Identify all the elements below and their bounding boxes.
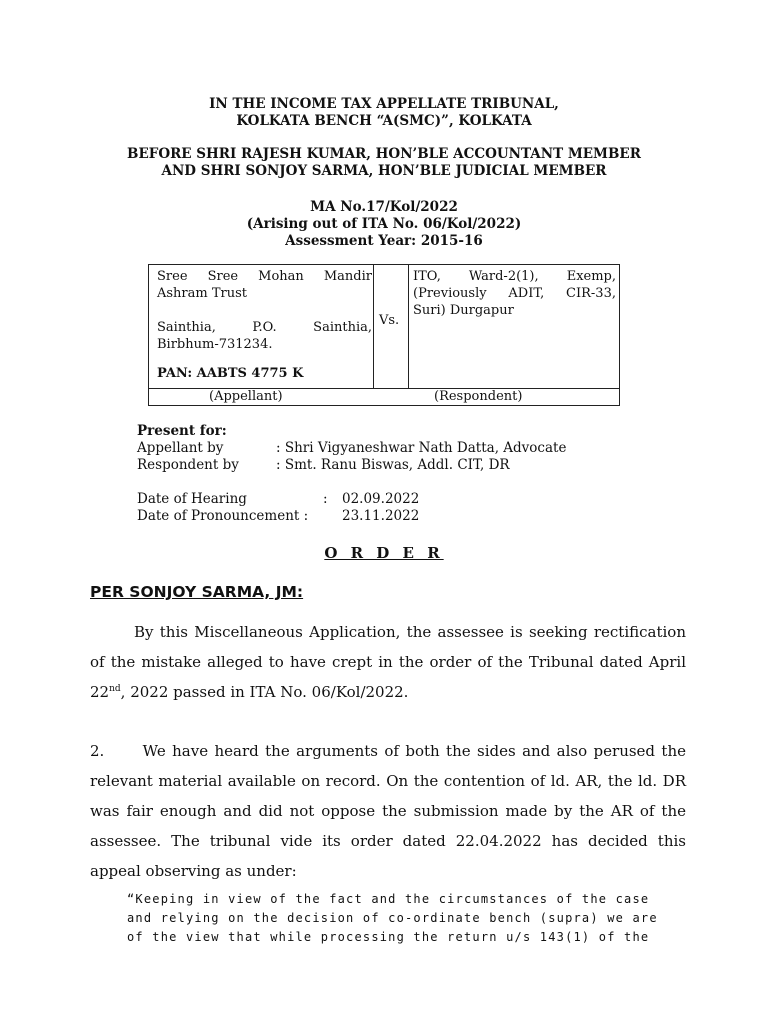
per-member: PER SONJOY SARMA, JM:	[90, 583, 304, 601]
header-line-2: KOLKATA BENCH “A(SMC)”, KOLKATA	[236, 113, 532, 129]
paragraph-2-line-3: was fair enough and did not oppose the submission made by the AR of the	[90, 802, 686, 820]
paragraph-2-line-4: assessee. The tribunal vide its order dated 22.04.2022 has decided this	[90, 832, 686, 850]
assessment-year: Assessment Year: 2015-16	[285, 233, 483, 249]
quoted-order	[127, 890, 658, 947]
paragraph-2-line-2: relevant material available on record. On the contention of ld. AR, the ld. DR	[90, 772, 686, 790]
paragraph-1	[90, 617, 686, 707]
bench-members	[0, 146, 768, 180]
paragraph-2	[90, 736, 686, 886]
arising-out-of: (Arising out of ITA No. 06/Kol/2022)	[246, 216, 522, 232]
tribunal-header	[0, 96, 768, 130]
appellant-cell	[157, 268, 372, 382]
header-line-3: BEFORE SHRI RAJESH KUMAR, HON’BLE ACCOUNTANT MEMBER	[127, 146, 641, 162]
respondent-line-1: ITO, Ward-2(1), Exemp,	[413, 269, 616, 284]
quote-line-2: and relying on the decision of co-ordinate bench (supra) we are	[127, 911, 658, 925]
hearing-date-sep: :	[323, 491, 328, 507]
party-labels-row	[149, 388, 619, 405]
respondent-line-3: Suri) Durgapur	[413, 303, 514, 318]
appellant-address-2: Birbhum-731234.	[157, 337, 273, 352]
appellant-name-1: Sree Sree Mohan Mandir	[157, 269, 372, 284]
present-for-section	[137, 423, 227, 440]
respondent-by-key: Respondent by	[137, 457, 239, 473]
appellant-by-value: : Shri Vigyaneshwar Nath Datta, Advocate	[276, 440, 567, 456]
appellant-address-1: Sainthia, P.O. Sainthia,	[157, 320, 372, 335]
pronouncement-date-key: Date of Pronouncement :	[137, 508, 309, 524]
appellant-label: (Appellant)	[209, 389, 283, 404]
order-title: O R D E R	[324, 544, 444, 562]
paragraph-1-line-2: of the mistake alleged to have crept in the order of the Tribunal dated April	[90, 653, 686, 671]
paragraph-2-line-5: appeal observing as under:	[90, 862, 297, 880]
case-number: MA No.17/Kol/2022	[310, 199, 458, 215]
paragraph-1-line-3-rest: , 2022 passed in ITA No. 06/Kol/2022.	[120, 683, 409, 701]
header-line-4: AND SHRI SONJOY SARMA, HON’BLE JUDICIAL MEMBER	[161, 163, 607, 179]
paragraph-1-line-1: By this Miscellaneous Application, the assessee is seeking rectification	[134, 623, 686, 641]
parties-table	[148, 264, 620, 406]
pronouncement-date-value: 23.11.2022	[342, 508, 420, 524]
header-line-1: IN THE INCOME TAX APPELLATE TRIBUNAL,	[209, 96, 559, 112]
date-suffix: nd	[109, 684, 121, 694]
versus-label: Vs.	[379, 313, 400, 328]
date-day: 22	[90, 683, 110, 701]
appellant-pan: PAN: AABTS 4775 K	[157, 366, 304, 381]
respondent-by-value: : Smt. Ranu Biswas, Addl. CIT, DR	[276, 457, 510, 473]
present-for-title: Present for:	[137, 423, 227, 439]
appellant-by-key: Appellant by	[137, 440, 224, 456]
hearing-date-value: 02.09.2022	[342, 491, 420, 507]
paragraph-2-line-1: 2. We have heard the arguments of both the sides and also perused the	[90, 742, 686, 760]
hearing-date-key: Date of Hearing	[137, 491, 247, 507]
respondent-line-2: (Previously ADIT, CIR-33,	[413, 286, 616, 301]
respondent-label: (Respondent)	[434, 389, 523, 404]
paragraph-1-line-3	[90, 677, 686, 707]
respondent-cell	[413, 268, 616, 319]
appellant-name-2: Ashram Trust	[157, 286, 248, 301]
quote-line-3: of the view that while processing the return u/s 143(1) of the	[127, 930, 650, 944]
versus-cell	[373, 265, 409, 389]
quote-line-1: “Keeping in view of the fact and the circumstances of the case	[127, 892, 650, 906]
case-info	[0, 199, 768, 250]
